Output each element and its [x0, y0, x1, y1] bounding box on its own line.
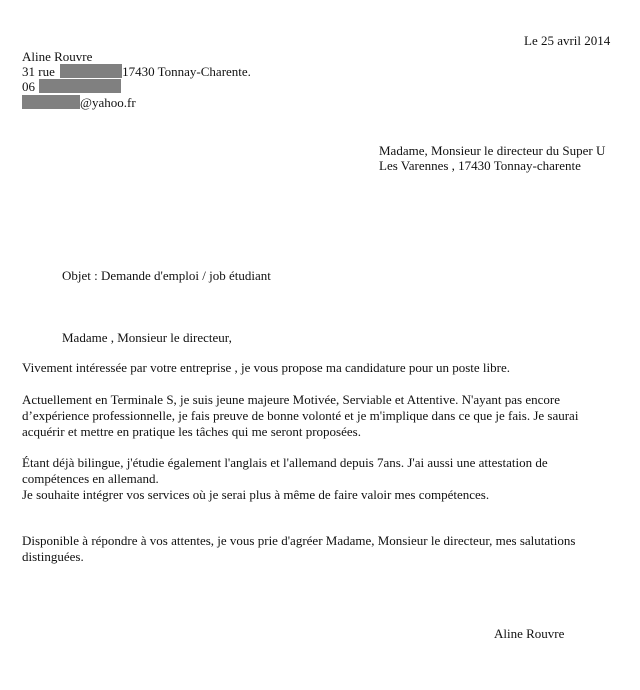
sender-phone [22, 79, 121, 95]
sender-address [22, 64, 251, 80]
paragraph-2-line-2: d’expérience professionnelle, je fais preuve de bonne volonté et je m'implique dans ce que je fais. Je saurai [22, 408, 579, 423]
recipient-line-1: Madame, Monsieur le directeur du Super U [379, 143, 606, 158]
sender-email [22, 95, 136, 111]
paragraph-2-line-1: Actuellement en Terminale S, je suis jeune majeure Motivée, Serviable et Attentive. N'ayant pas encore [22, 392, 560, 407]
letter-date: Le 25 avril 2014 [524, 33, 611, 48]
paragraph-3-line-3: Je souhaite intégrer vos services où je serai plus à même de faire valoir mes compétences. [22, 487, 490, 502]
redaction-bar [22, 95, 80, 109]
sender-address-prefix: 31 rue [22, 64, 55, 79]
paragraph-2-line-3: acquérir et mettre en pratique les tâches qui me seront proposées. [22, 424, 361, 439]
sender-name: Aline Rouvre [22, 49, 93, 64]
sender-email-suffix: @yahoo.fr [80, 95, 136, 110]
sender-address-suffix: 17430 Tonnay-Charente. [122, 64, 251, 79]
paragraph-3-line-1: Étant déjà bilingue, j'étudie également l'anglais et l'allemand depuis 7ans. J'ai aussi une attestation de [22, 455, 548, 470]
paragraph-3 [22, 455, 612, 503]
closing-paragraph [22, 533, 612, 565]
salutation: Madame , Monsieur le directeur, [62, 330, 232, 345]
paragraph-3-line-2: compétences en allemand. [22, 471, 159, 486]
subject-line: Objet : Demande d'emploi / job étudiant [62, 268, 271, 283]
closing-line-1: Disponible à répondre à vos attentes, je vous prie d'agréer Madame, Monsieur le directeur, mes salutations [22, 533, 576, 548]
paragraph-1 [22, 360, 612, 376]
redaction-bar [39, 79, 121, 93]
sender-phone-prefix: 06 [22, 79, 35, 94]
paragraph-2 [22, 392, 612, 440]
paragraph-1-line: Vivement intéressée par votre entreprise , je vous propose ma candidature pour un poste libre. [22, 360, 511, 375]
redaction-bar [60, 64, 122, 78]
closing-line-2: distinguées. [22, 549, 84, 564]
signature: Aline Rouvre [494, 626, 565, 641]
recipient-line-2: Les Varennes , 17430 Tonnay-charente [379, 158, 581, 173]
